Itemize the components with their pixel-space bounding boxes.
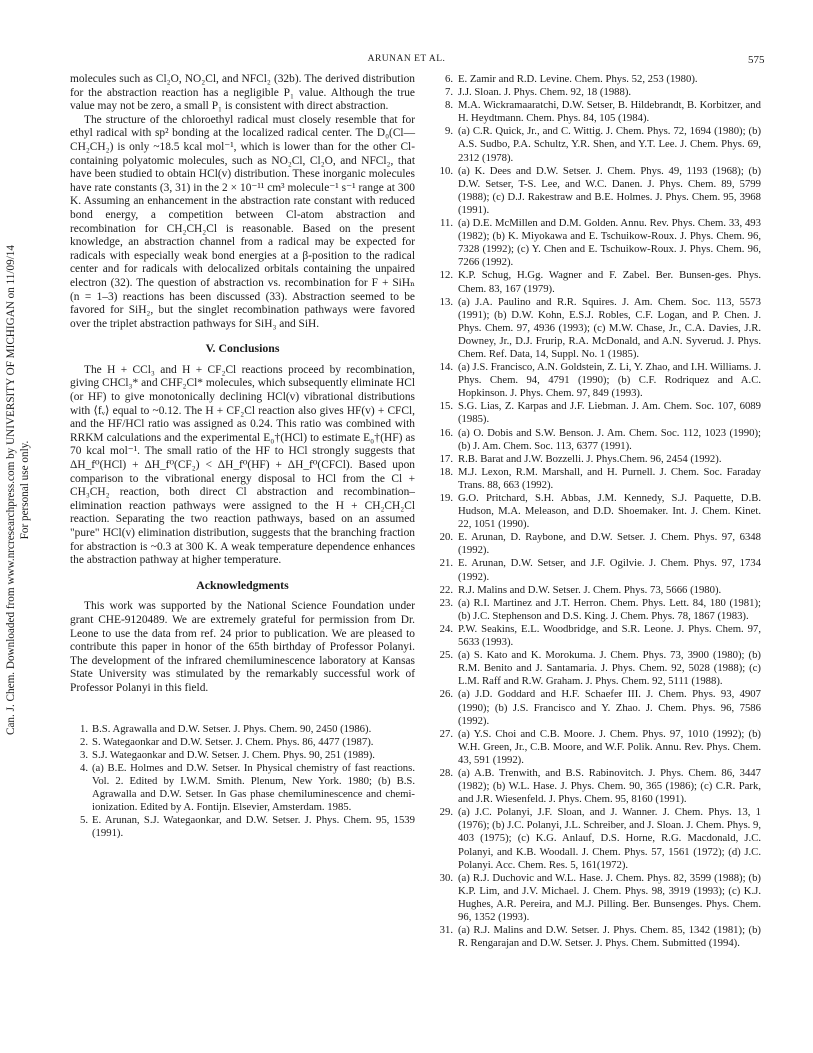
reference-number: 7. — [444, 86, 453, 99]
reference-item — [433, 73, 761, 86]
reference-text: (a) R.I. Martinez and J.T. Herron. Chem. Phys. Lett. 84, 180 (1981); (b) J.C. Stephenson and D.S. King. J. Chem. Phys. 78, 1867 (1983). — [458, 596, 761, 622]
reference-text: (a) R.J. Malins and D.W. Setser. J. Phys. Chem. 85, 1342 (1981); (b) R. Rengarajan and D.W. Setser. J. Phys. Chem. Submitted (1994). — [458, 924, 761, 950]
body-paragraph: The H + CCl₃ and H + CF₂Cl reactions proceed by recombination, giving CHCl₃* and CHF₂Cl* molecules, which subsequently eliminate HCl (or HF) to give monotonically declining HCl(v) vibrational distributions with ⟨fᵥ⟩ equal to ~0.12. The H + CF₂Cl reaction also gives HF(v) + CFCl, and the HF/HCl ratio was assigned as 0.24. This ratio was combined with RRKM calculations and the experimental E₀†(HCl) to estimate E₀†(HF) as 70 kcal mol⁻¹. The small ratio of the HF to HCl strongly suggests that ΔH_f⁰(HCl) + ΔH_f⁰(CF₂) < ΔH_f⁰(HF) + ΔH_f⁰(CFCl). Based upon comparison to the vibrational energy disposal to HCl from the Cl + CH₃CH₂ reaction, both direct Cl abstraction and recombination–elimination reaction pathways were assigned to the H + CH₂CH₂Cl reaction. Separating the two reaction pathways, based on an assumed "pure" HCl(v) elimination distribution, suggests that the branching fraction for abstraction is ~0.3 at 300 K. A weak temperature dependence enhances the abstraction pathway at higher temperature. — [70, 363, 415, 567]
reference-item — [433, 361, 761, 400]
reference-item — [433, 217, 761, 269]
reference-list-right — [433, 73, 761, 950]
reference-text: E. Arunan, D.W. Setser, and J.F. Ogilvie. J. Chem. Phys. 97, 1734 (1992). — [458, 557, 761, 583]
reference-item — [433, 466, 761, 492]
reference-text: (a) J.C. Polanyi, J.F. Sloan, and J. Wanner. J. Chem. Phys. 13, 1 (1976); (b) J.C. Polanyi, J.L. Schreiber, and J. Sloan. J. Chem. Phys. 9, 403 (1975); (c) K.G. Anlauf, D.S. Horne, R.G. Macdonald, J.C. Polanyi, and K.B. Woodall. J. Chem. Phys. 57, 1561 (1972); (d) J.C. Polanyi. Acc. Chem. Res. 5, 161(1972). — [458, 806, 761, 871]
reference-item — [433, 165, 761, 217]
reference-item — [433, 806, 761, 871]
reference-number: 6. — [444, 73, 453, 85]
body-paragraph: molecules such as Cl₂O, NO₂Cl, and NFCl₂ (32b). The derived distribution for the abstraction reaction has a negligible P₁ value. Although the true value may not be zero, a small P₁ is consistent with direct abstraction. — [70, 73, 415, 113]
body-paragraph: This work was supported by the National Science Foundation under grant CHE-9120489. We are extremely grateful for permission from Dr. Leone to use the data from ref. 24 prior to publication. We are pleased to contribute this paper in honor of the 65th birthday of Professor Polanyi. The development of the infrared chemiluminescence laboratory at Kansas State University was stimulated by the remarkably successful work of Professor Polanyi in this field. — [70, 600, 415, 694]
reference-text: M.J. Lexon, R.M. Marshall, and H. Purnell. J. Chem. Soc. Faraday Trans. 88, 663 (1992). — [458, 465, 761, 491]
reference-number: 8. — [444, 99, 453, 112]
reference-text: J.J. Sloan. J. Phys. Chem. 92, 18 (1988). — [458, 86, 632, 99]
download-watermark — [2, 235, 32, 745]
reference-number: 18. — [439, 465, 453, 478]
reference-number: 14. — [439, 361, 453, 374]
reference-text: R.B. Barat and J.W. Bozzelli. J. Phys.Chem. 96, 2454 (1992). — [458, 452, 722, 465]
reference-item — [70, 762, 415, 814]
reference-item — [433, 86, 761, 99]
reference-item — [433, 400, 761, 426]
reference-text: (a) J.D. Goddard and H.F. Schaefer III. J. Chem. Phys. 93, 4907 (1990); (b) J.S. Francisco and Y. Zhao. J. Chem. Phys. 96, 7586 (1992). — [458, 688, 761, 727]
reference-number: 15. — [439, 400, 453, 413]
reference-number: 13. — [439, 295, 453, 308]
page-number: 575 — [748, 54, 765, 66]
reference-text: (a) J.A. Paulino and R.R. Squires. J. Am. Chem. Soc. 113, 5573 (1991); (b) D.W. Kohn, E.S.J. Robles, C.F. Logan, and P. Chen. J. Phys. Chem. 97, 4936 (1993); (c) M.W. Chase, Jr., C.A. Davies, J.R. Downey, Jr., D.J. Frurip, R.A. McDonald, and A.N. Syverud. J. Phys. Chem. Ref. Data, 14, Suppl. No. 1 (1985). — [458, 295, 761, 360]
reference-number: 20. — [439, 531, 453, 544]
reference-item — [433, 557, 761, 583]
reference-text: B.S. Agrawalla and D.W. Setser. J. Phys. Chem. 90, 2450 (1986). — [92, 722, 372, 735]
section-title-conclusions: V. Conclusions — [205, 341, 280, 356]
reference-item — [433, 427, 761, 453]
reference-text: E. Arunan, S.J. Wategaonkar, and D.W. Setser. J. Phys. Chem. 95, 1539 (1991). — [92, 814, 415, 840]
reference-item — [433, 492, 761, 531]
reference-text: (a) B.E. Holmes and D.W. Setser. In Physical chemistry of fast reactions. Vol. 2. Edited by I.W.M. Smith. Plenum, New York. 1980; (b) B.S. Agrawalla and D.W. Setser. In Gas phase chemiluminescence and chemi-ionization. Edited by A. Fontijn. Elsevier, Amsterdam. 1985. — [92, 761, 415, 814]
reference-item — [70, 749, 415, 762]
reference-number: 4. — [79, 761, 88, 774]
reference-text: (a) A.B. Trenwith, and B.S. Rabinovitch. J. Phys. Chem. 86, 3447 (1982); (b) W.L. Hase. J. Phys. Chem. 90, 365 (1986); (c) C.R. Park, and J.R. Wiesenfeld. J. Phys. Chem. 95, 8160 (1991). — [458, 766, 761, 806]
reference-text: (a) Y.S. Choi and C.B. Moore. J. Chem. Phys. 97, 1010 (1992); (b) W.H. Green, Jr., C.B. Moore, and W.F. Polik. Annu. Rev. Phys. Chem. 43, 591 (1992). — [458, 727, 761, 766]
reference-number: 24. — [439, 622, 453, 635]
reference-number: 21. — [439, 557, 453, 570]
reference-text: (a) C.R. Quick, Jr., and C. Wittig. J. Chem. Phys. 72, 1694 (1980); (b) A.S. Sudbo, P.A. Schultz, Y.R. Shen, and Y.T. Lee. J. Chem. Phys. 69, 2312 (1978). — [458, 125, 761, 164]
running-head: ARUNAN ET AL. — [367, 54, 446, 64]
reference-number: 22. — [439, 583, 453, 596]
reference-number: 23. — [439, 596, 453, 609]
watermark-line-1: Can. J. Chem. Downloaded from www.nrcresearchpress.com by UNIVERSITY OF MICHIGAN on 11/09/14 — [5, 245, 17, 735]
reference-text: E. Zamir and R.D. Levine. Chem. Phys. 52, 253 (1980). — [458, 73, 698, 85]
reference-number: 25. — [439, 649, 453, 662]
reference-number: 28. — [439, 766, 453, 779]
reference-item — [433, 872, 761, 924]
reference-item — [433, 584, 761, 597]
reference-item — [433, 924, 761, 950]
reference-number: 16. — [439, 426, 453, 439]
reference-text: S.J. Wategaonkar and D.W. Setser. J. Chem. Phys. 90, 251 (1989). — [92, 748, 375, 761]
reference-number: 11. — [440, 217, 453, 230]
reference-text: E. Arunan, D. Raybone, and D.W. Setser. J. Chem. Phys. 97, 6348 (1992). — [458, 531, 761, 557]
reference-number: 5. — [79, 814, 88, 827]
reference-number: 30. — [439, 871, 453, 884]
reference-number: 31. — [439, 924, 453, 937]
reference-item — [433, 125, 761, 164]
reference-item — [433, 453, 761, 466]
reference-number: 12. — [439, 269, 453, 282]
reference-item — [433, 597, 761, 623]
reference-text: P.W. Seakins, E.L. Woodbridge, and S.R. Leone. J. Phys. Chem. 97, 5633 (1993). — [458, 622, 761, 649]
reference-item — [433, 623, 761, 649]
reference-text: (a) J.S. Francisco, A.N. Goldstein, Z. Li, Y. Zhao, and I.H. Williams. J. Phys. Chem. 94, 4791 (1990); (b) C.F. Rodriquez and A.C. Hopkinson. J. Phys. Chem. 97, 849 (1993). — [458, 361, 761, 400]
reference-text: (a) R.J. Duchovic and W.L. Hase. J. Chem. Phys. 82, 3599 (1988); (b) K.P. Lim, and J.V. Michael. J. Chem. Phys. 98, 3919 (1993); (c) K.J. Hughes, A.R. Pereira, and M.J. Pilling. Ber. Bunsenges. Phys. Chem. 96, 1352 (1993). — [458, 871, 761, 923]
reference-text: (a) K. Dees and D.W. Setser. J. Chem. Phys. 49, 1193 (1968); (b) D.W. Setser, T-S. Lee, and W.C. Danen. J. Phys. Chem. 89, 5799 (1988); (c) D.J. Rakestraw and B.E. Holmes. J. Phys. Chem. 95, 3968 (1991). — [458, 164, 761, 216]
body-paragraph: The structure of the chloroethyl radical must closely resemble that for ethyl radical with sp² bonding at the localized radical center. The D₀(Cl—CH₂CH₂) is only ~18.5 kcal mol⁻¹, which is lower than for the other Cl-containing polyatomic molecules, such as NO₂Cl, Cl₂O, and NFCl₂, that have been studied to obtain HCl(v) distribution. These inorganic molecules have rate constants (3, 31) in the 2 × 10⁻¹¹ cm³ molecule⁻¹ s⁻¹ range at 300 K. Assuming an enhancement in the abstraction rate constant with reduced bond energy, a competition between Cl-atom abstraction and recombination for CH₂CH₂Cl is reasonable. Based on the present knowledge, an abstraction channel from a radical may be expected for radicals with especially weak bond energies at a β-position to the radical center and for radicals with delocalized orbitals containing the unpaired electron (32). The question of abstraction vs. recombination for F + SiHₙ (n = 1–3) reactions has been discussed (33). Abstraction seemed to be favored for SiH₂, but the singlet recombination pathways were favored over the triplet abstraction pathways for SiH₃ and SiH. — [70, 113, 415, 330]
reference-text: (a) S. Kato and K. Morokuma. J. Chem. Phys. 73, 3900 (1980); (b) R.M. Benito and J. Santamaria. J. Phys. Chem. 92, 5028 (1988); (c) L.M. Raff and R.W. Graham. J. Phys. Chem. 92, 5111 (1988). — [458, 649, 761, 688]
reference-item — [433, 269, 761, 295]
reference-item — [433, 728, 761, 767]
reference-item — [70, 814, 415, 840]
reference-text: G.O. Pritchard, S.H. Abbas, J.M. Kennedy, S.J. Paquette, D.B. Hudson, M.A. Meleason, and D.D. Shoemaker. Int. J. Chem. Kinet. 22, 1051 (1990). — [458, 492, 761, 531]
reference-number: 19. — [439, 492, 453, 504]
reference-number: 26. — [439, 688, 453, 701]
reference-item — [70, 723, 415, 736]
reference-text: S.G. Lias, Z. Karpas and J.F. Liebman. J. Am. Chem. Soc. 107, 6089 (1985). — [458, 400, 761, 426]
reference-text: (a) D.E. McMillen and D.M. Golden. Annu. Rev. Phys. Chem. 33, 493 (1982); (b) K. Miyokawa and E. Tschuikow-Roux. J. Phys. Chem. 96, 7328 (1992); (c) Y. Chen and E. Tschuikow-Roux. J. Phys. Chem. 96, 7266 (1992). — [458, 217, 761, 269]
reference-number: 2. — [79, 735, 88, 748]
reference-item — [433, 531, 761, 557]
reference-number: 17. — [439, 452, 453, 465]
reference-number: 29. — [439, 806, 453, 819]
reference-item — [433, 688, 761, 727]
reference-item — [433, 296, 761, 361]
reference-number: 10. — [439, 164, 453, 177]
reference-number: 9. — [444, 125, 453, 138]
reference-number: 3. — [79, 748, 88, 761]
reference-list-left — [70, 723, 415, 841]
reference-number: 1. — [79, 722, 88, 735]
reference-text: R.J. Malins and D.W. Setser. J. Chem. Phys. 73, 5666 (1980). — [458, 583, 722, 596]
reference-text: K.P. Schug, H.Gg. Wagner and F. Zabel. Ber. Bunsen-ges. Phys. Chem. 83, 167 (1979). — [458, 269, 761, 295]
reference-text: M.A. Wickramaaratchi, D.W. Setser, B. Hildebrandt, B. Korbitzer, and H. Heydtmann. Chem. Phys. 84, 105 (1984). — [458, 99, 761, 125]
watermark-line-2: For personal use only. — [18, 440, 31, 540]
reference-item — [433, 767, 761, 806]
reference-number: 27. — [439, 727, 453, 740]
reference-item — [433, 649, 761, 688]
reference-text: S. Wategaonkar and D.W. Setser. J. Chem. Phys. 86, 4477 (1987). — [92, 735, 374, 748]
reference-item — [70, 736, 415, 749]
left-column — [70, 73, 415, 840]
reference-item — [433, 99, 761, 125]
section-title-acknowledgments: Acknowledgments — [196, 577, 289, 592]
reference-text: (a) O. Dobis and S.W. Benson. J. Am. Chem. Soc. 112, 1023 (1990); (b) J. Am. Chem. Soc. 113, 6377 (1991). — [458, 426, 761, 452]
